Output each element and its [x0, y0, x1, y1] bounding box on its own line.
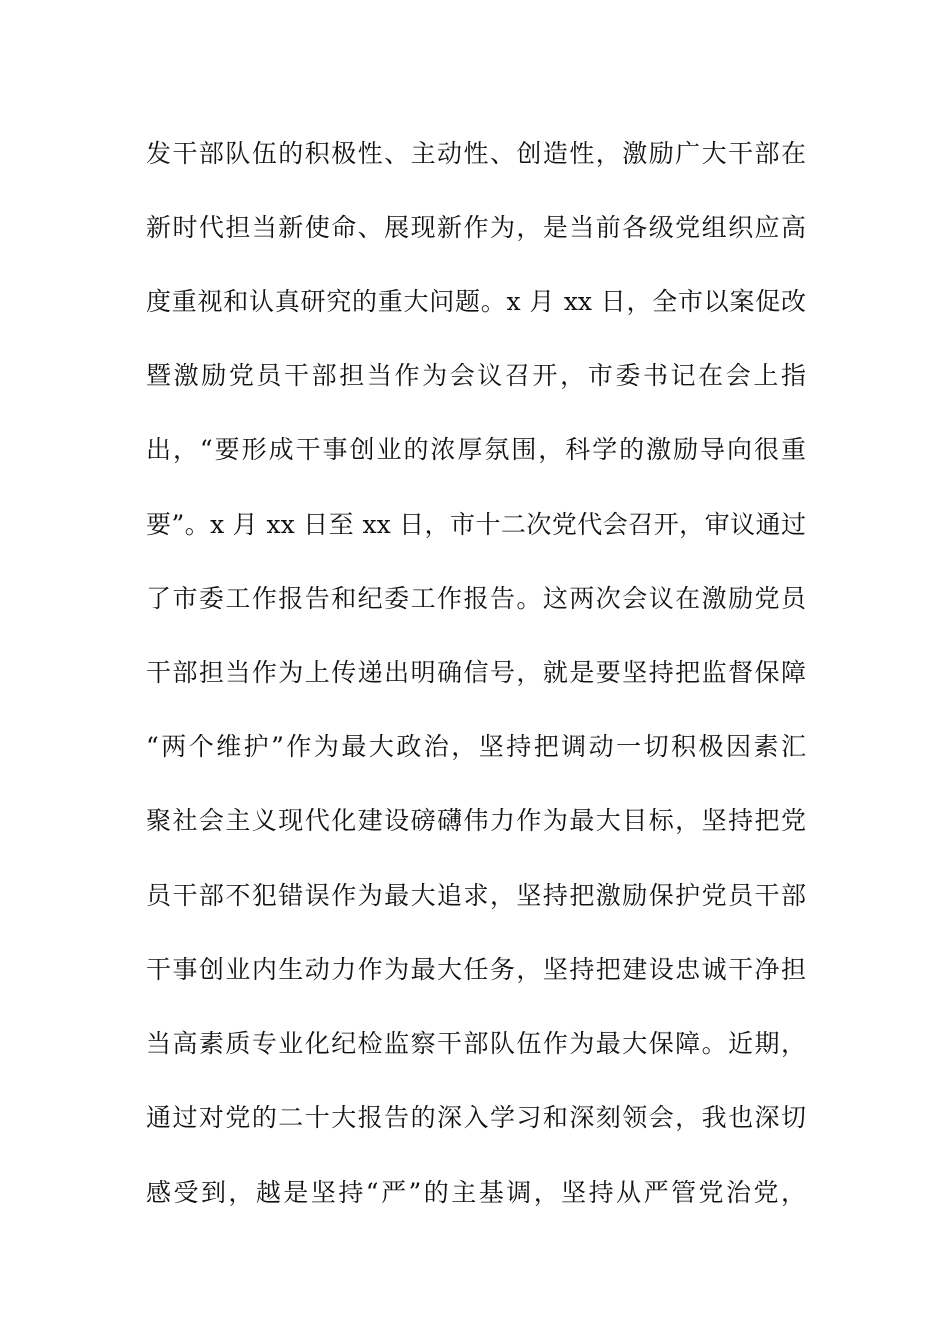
- paragraph-line: 发干部队伍的积极性、主动性、创造性，激励广大干部在: [146, 139, 806, 168]
- paragraph-line: “两个维护”作为最大政治，坚持把调动一切积极因素汇: [146, 732, 806, 761]
- paragraph-line: 了市委工作报告和纪委工作报告。这两次会议在激励党员: [146, 584, 806, 613]
- paragraph-line: 干部担当作为上传递出明确信号，就是要坚持把监督保障: [146, 658, 806, 687]
- paragraph-line: 要”。x 月 xx 日至 xx 日，市十二次党代会召开，审议通过: [146, 510, 806, 539]
- paragraph-line: 暨激励党员干部担当作为会议召开，市委书记在会上指: [146, 361, 806, 390]
- paragraph-line: 新时代担当新使命、展现新作为，是当前各级党组织应高: [146, 213, 806, 242]
- paragraph-line: 干事创业内生动力作为最大任务，坚持把建设忠诚干净担: [146, 955, 806, 984]
- paragraph-line: 员干部不犯错误作为最大追求，坚持把激励保护党员干部: [146, 881, 806, 910]
- paragraph-line: 度重视和认真研究的重大问题。x 月 xx 日，全市以案促改: [146, 287, 806, 316]
- paragraph-line: 出，“要形成干事创业的浓厚氛围，科学的激励导向很重: [146, 435, 806, 464]
- paragraph-line: 通过对党的二十大报告的深入学习和深刻领会，我也深切: [146, 1103, 806, 1132]
- paragraph-line: 聚社会主义现代化建设磅礴伟力作为最大目标，坚持把党: [146, 806, 806, 835]
- paragraph-line: 感受到，越是坚持“严”的主基调，坚持从严管党治党，: [146, 1178, 806, 1207]
- paragraph-line: 当高素质专业化纪检监察干部队伍作为最大保障。近期，: [146, 1029, 806, 1058]
